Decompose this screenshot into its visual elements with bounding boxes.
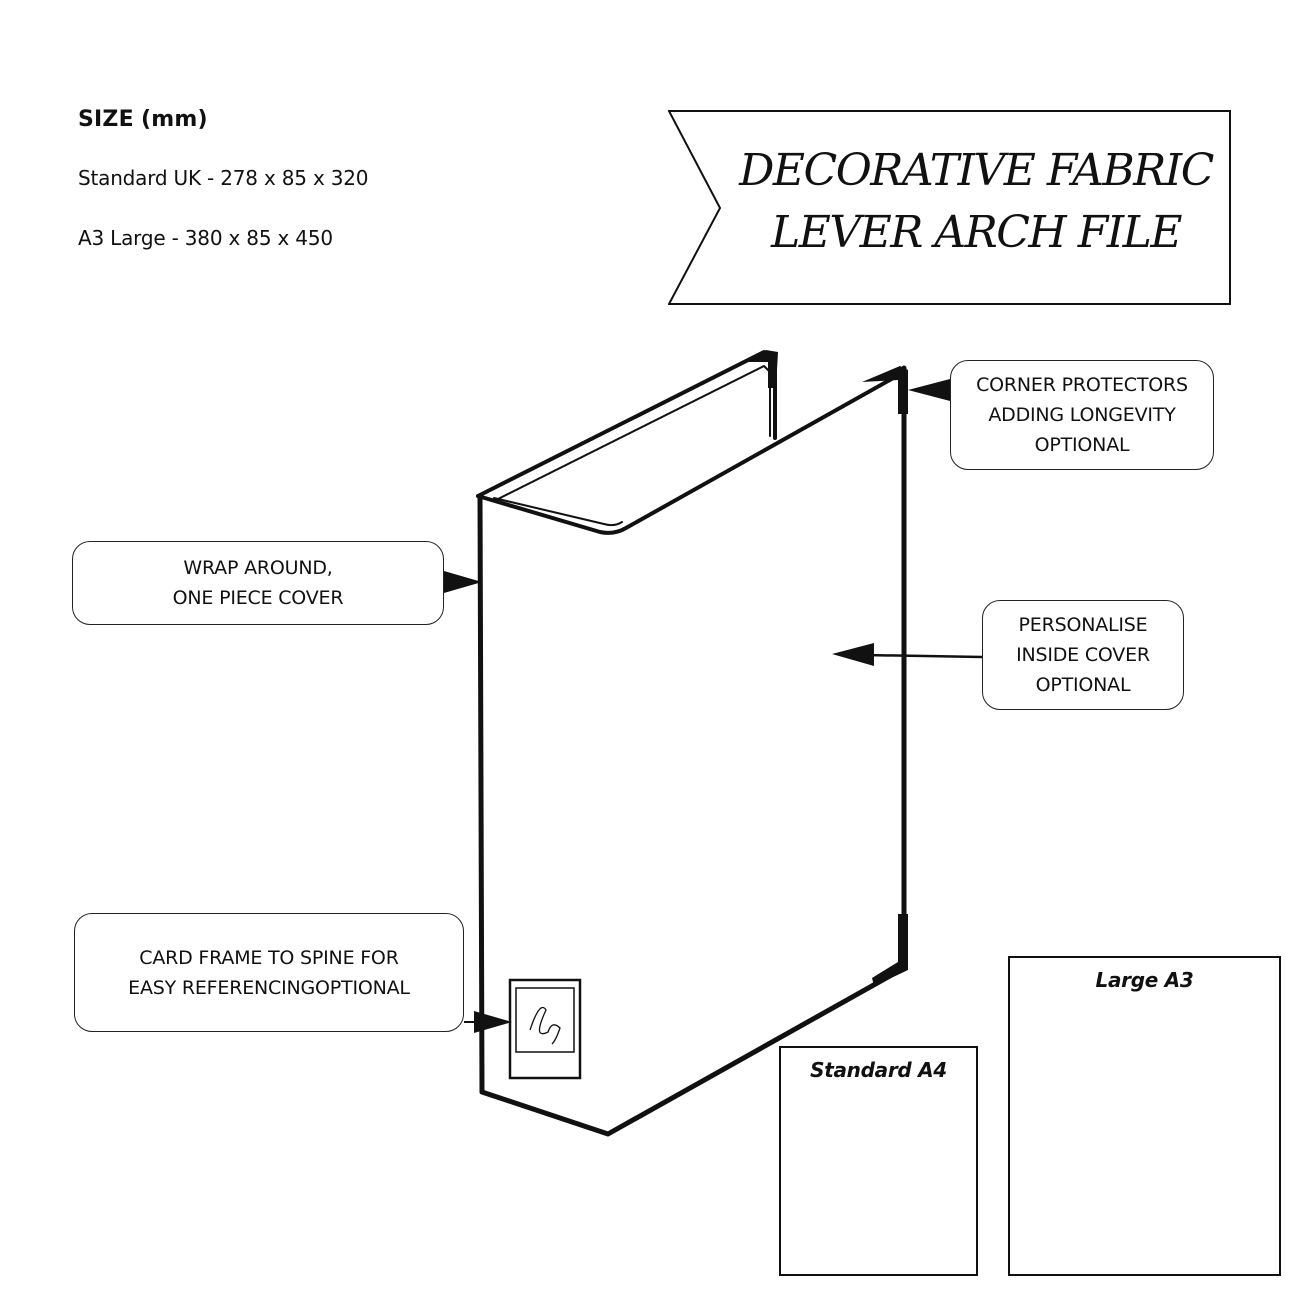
spine-left-edge <box>480 496 482 1092</box>
title-line-2: LEVER ARCH FILE <box>770 207 1182 258</box>
callout-personalise <box>982 600 1184 710</box>
size-box-large-a3 <box>1008 956 1281 1276</box>
size-box-a4-label: Standard A4 <box>810 1058 947 1082</box>
callout-personalise-text: PERSONALISE INSIDE COVER OPTIONAL <box>1016 614 1150 696</box>
arrow-corner <box>908 379 950 401</box>
callout-card-text: CARD FRAME TO SPINE FOR EASY REFERENCINGOPTIONAL <box>128 946 410 999</box>
size-info <box>78 104 498 282</box>
size-heading: SIZE (mm) <box>78 107 208 132</box>
callout-card-frame <box>74 913 464 1032</box>
size-box-a3-label: Large A3 <box>1095 968 1194 992</box>
size-large: A3 Large - 380 x 85 x 450 <box>78 226 333 250</box>
title-banner <box>668 110 1232 306</box>
page-title <box>728 140 1224 264</box>
callout-wrap-text: WRAP AROUND, ONE PIECE COVER <box>172 557 344 609</box>
arrow-personalise <box>832 643 874 666</box>
arrow-card <box>474 1011 512 1033</box>
card-frame <box>510 980 580 1078</box>
size-box-standard-a4 <box>779 1046 978 1276</box>
size-standard: Standard UK - 278 x 85 x 320 <box>78 166 369 190</box>
callout-wrap-around <box>72 541 444 625</box>
callout-corner-protectors <box>950 360 1214 470</box>
arrow-wrap <box>444 571 482 593</box>
callout-corner-text: CORNER PROTECTORS ADDING LONGEVITY OPTIONAL <box>976 374 1188 456</box>
title-line-1: DECORATIVE FABRIC <box>739 145 1213 196</box>
back-cover-edge <box>478 352 775 496</box>
corner-protector-bottom-front <box>872 914 908 986</box>
